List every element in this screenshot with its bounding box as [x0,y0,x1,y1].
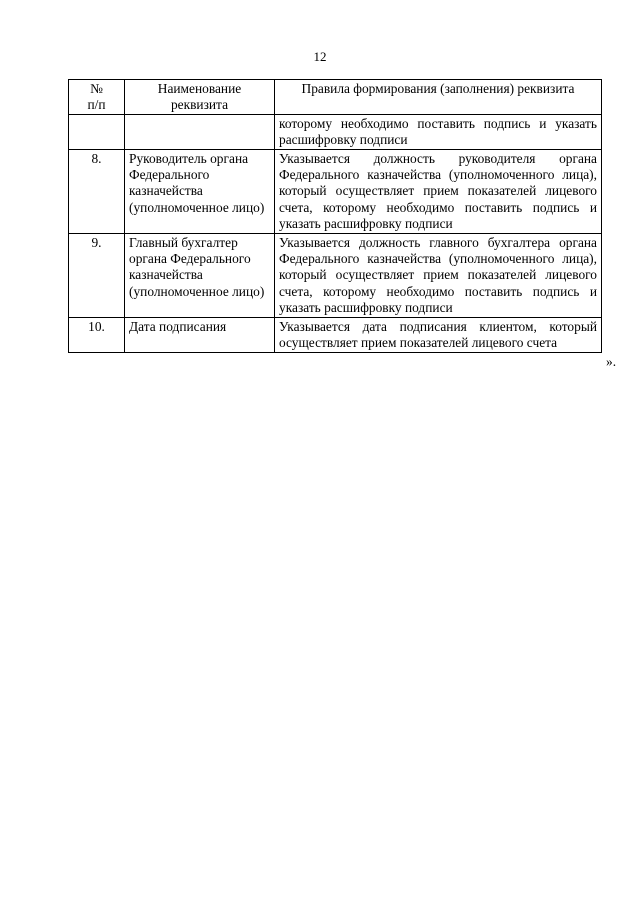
row-name: Руководитель органа Федерального казначейства (уполномоченное лицо) [125,149,275,233]
row-number: 10. [69,317,125,352]
row-number: 9. [69,233,125,317]
table-row [69,317,602,352]
closing-quote: ». [606,354,617,369]
row-rules: Указывается дата подписания клиентом, который осуществляет прием показателей лицевого счета [275,317,602,352]
table-row [69,114,602,149]
table-row [69,233,602,317]
row-rules: Указывается должность руководителя органа Федерального казначейства (уполномоченного лица), который осуществляет прием показателей лицевого счета, которому необходимо поставить подпись и указать расшифровку подписи [275,149,602,233]
row-name [125,114,275,149]
page-number: 12 [313,49,327,64]
row-name: Главный бухгалтер органа Федерального казначейства (уполномоченное лицо) [125,233,275,317]
header-rules: Правила формирования (заполнения) реквизита [275,80,602,115]
table-header-row [69,80,602,115]
row-number [69,114,125,149]
row-number: 8. [69,149,125,233]
header-number: № п/п [69,80,125,115]
table-row [69,149,602,233]
row-rules: которому необходимо поставить подпись и указать расшифровку подписи [275,114,602,149]
requisites-table [68,79,602,353]
row-name: Дата подписания [125,317,275,352]
header-name: Наименование реквизита [125,80,275,115]
row-rules: Указывается должность главного бухгалтера органа Федерального казначейства (уполномоченного лица), который осуществляет прием показателей лицевого счета, которому необходимо поставить подпись и указать расшифровку подписи [275,233,602,317]
